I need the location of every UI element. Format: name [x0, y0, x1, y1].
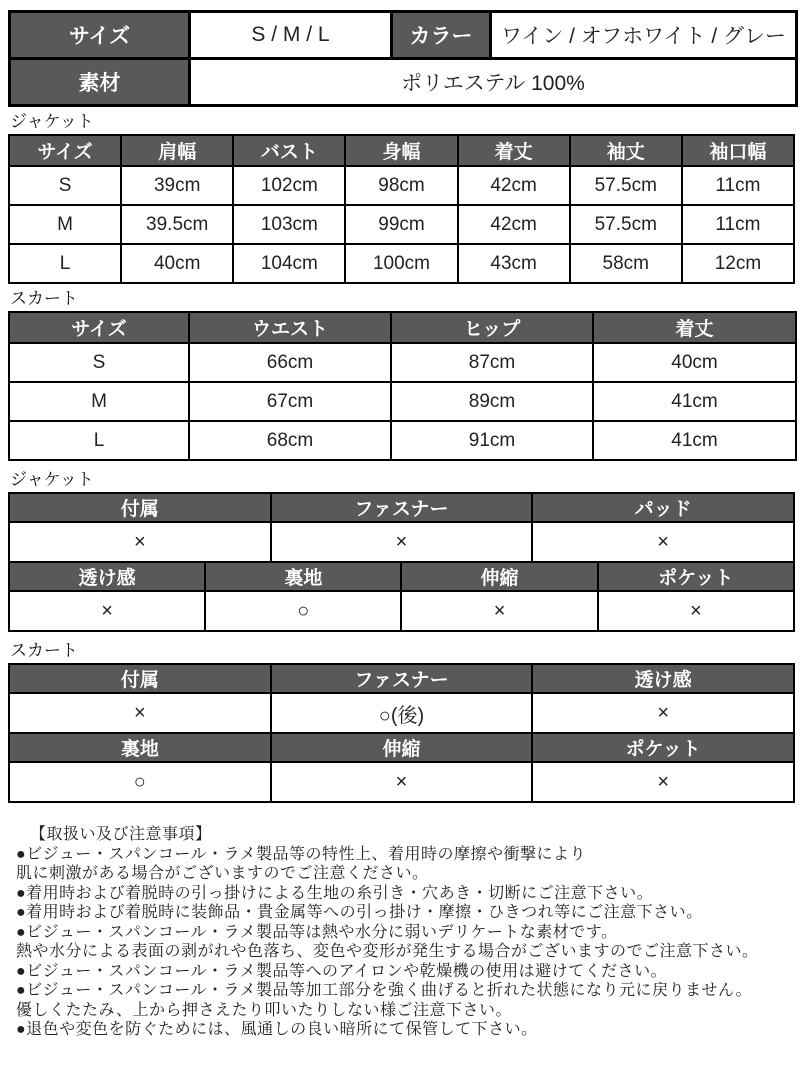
skirt-features-label: スカート	[10, 641, 78, 660]
jacket-measurements-label: ジャケット	[10, 112, 94, 131]
measurement-cell: 58cm	[570, 244, 682, 283]
jacket-measurements-table	[8, 134, 795, 284]
table-row	[9, 205, 794, 244]
care-note-line: ●ビジュー・スパンコール・ラメ製品等は熱や水分に弱いデリケートな素材です。	[16, 923, 618, 941]
feature-header: 透け感	[532, 664, 794, 693]
measurement-cell: S	[9, 166, 121, 205]
measurement-cell: L	[9, 421, 189, 460]
care-note-line: ●ビジュー・スパンコール・ラメ製品等の特性上、着用時の摩擦や衝撃により	[16, 845, 587, 863]
care-note-line: 熱や水分による表面の剥がれや色落ち、変色や変形が発生する場合がございますのでご注意下さい。	[16, 943, 759, 960]
table-header-row	[9, 562, 794, 591]
column-header: 着丈	[458, 135, 570, 166]
measurement-cell: 99cm	[345, 205, 457, 244]
measurement-cell: 104cm	[233, 244, 345, 283]
material-label: 素材	[10, 59, 190, 106]
care-notes	[16, 825, 795, 1040]
feature-value: ○	[9, 762, 271, 802]
measurement-cell: 43cm	[458, 244, 570, 283]
measurement-cell: 102cm	[233, 166, 345, 205]
feature-header: ポケット	[598, 562, 794, 591]
column-header: 着丈	[593, 312, 796, 343]
feature-header: 付属	[9, 493, 271, 522]
skirt-features-table	[8, 663, 795, 803]
care-note-line: ●着用時および着脱時の引っ掛けによる生地の糸引き・穴あき・切断にご注意下さい。	[16, 884, 654, 902]
feature-value: ○(後)	[271, 693, 533, 733]
care-notes-title: 【取扱い及び注意事項】	[30, 826, 212, 843]
feature-value: ×	[9, 693, 271, 733]
measurement-cell: 41cm	[593, 382, 796, 421]
measurement-cell: 40cm	[593, 343, 796, 382]
feature-header: パッド	[532, 493, 794, 522]
column-header: 身幅	[345, 135, 457, 166]
skirt-measurements-label: スカート	[10, 289, 78, 308]
table-header-row	[9, 733, 794, 762]
feature-header: 伸縮	[271, 733, 533, 762]
table-row	[9, 421, 796, 460]
summary-row-size-color	[10, 12, 797, 59]
measurement-cell: 12cm	[682, 244, 794, 283]
measurement-cell: S	[9, 343, 189, 382]
column-header: サイズ	[9, 135, 121, 166]
measurement-cell: 100cm	[345, 244, 457, 283]
feature-header: 付属	[9, 664, 271, 693]
measurement-cell: 42cm	[458, 205, 570, 244]
material-value: ポリエステル 100%	[190, 59, 797, 106]
feature-header: 裏地	[9, 733, 271, 762]
size-label: サイズ	[10, 12, 190, 59]
measurement-cell: 98cm	[345, 166, 457, 205]
feature-value: ○	[205, 591, 401, 631]
feature-value: ×	[271, 522, 533, 562]
feature-value: ×	[401, 591, 597, 631]
feature-header: ファスナー	[271, 664, 533, 693]
measurement-cell: 42cm	[458, 166, 570, 205]
table-row	[9, 762, 794, 802]
column-header: ヒップ	[391, 312, 593, 343]
care-note-line: 優しくたたみ、上から押さえたり叩いたりしない様ご注意下さい。	[16, 1001, 512, 1019]
feature-value: ×	[532, 693, 794, 733]
jacket-features-label: ジャケット	[10, 470, 94, 489]
table-row	[9, 591, 794, 631]
measurement-cell: 87cm	[391, 343, 593, 382]
summary-table	[8, 10, 798, 107]
feature-value: ×	[532, 762, 794, 802]
column-header: バスト	[233, 135, 345, 166]
measurement-cell: L	[9, 244, 121, 283]
measurement-cell: M	[9, 382, 189, 421]
feature-header: ファスナー	[271, 493, 533, 522]
measurement-cell: 40cm	[121, 244, 233, 283]
feature-header: ポケット	[532, 733, 794, 762]
feature-header: 裏地	[205, 562, 401, 591]
table-row	[9, 693, 794, 733]
measurement-cell: 91cm	[391, 421, 593, 460]
measurement-cell: M	[9, 205, 121, 244]
jacket-features-table	[8, 492, 795, 632]
feature-header: 伸縮	[401, 562, 597, 591]
color-value: ワイン / オフホワイト / グレー	[491, 12, 797, 59]
table-row	[9, 244, 794, 283]
table-row	[9, 343, 796, 382]
table-row	[9, 166, 794, 205]
table-header-row	[9, 135, 794, 166]
measurement-cell: 39.5cm	[121, 205, 233, 244]
feature-value: ×	[532, 522, 794, 562]
column-header: 袖口幅	[682, 135, 794, 166]
measurement-cell: 66cm	[189, 343, 391, 382]
care-note-line: 肌に刺激がある場合がございますのでご注意ください。	[16, 865, 429, 882]
feature-value: ×	[271, 762, 533, 802]
size-value: S / M / L	[190, 12, 392, 59]
feature-value: ×	[9, 522, 271, 562]
table-header-row	[9, 493, 794, 522]
column-header: ウエスト	[189, 312, 391, 343]
measurement-cell: 11cm	[682, 205, 794, 244]
table-row	[9, 382, 796, 421]
measurement-cell: 57.5cm	[570, 166, 682, 205]
table-row	[9, 522, 794, 562]
measurement-cell: 11cm	[682, 166, 794, 205]
column-header: 袖丈	[570, 135, 682, 166]
care-note-line: ●退色や変色を防ぐためには、風通しの良い暗所にて保管して下さい。	[16, 1021, 538, 1038]
feature-value: ×	[598, 591, 794, 631]
measurement-cell: 67cm	[189, 382, 391, 421]
measurement-cell: 89cm	[391, 382, 593, 421]
measurement-cell: 57.5cm	[570, 205, 682, 244]
table-header-row	[9, 312, 796, 343]
table-header-row	[9, 664, 794, 693]
care-note-line: ●ビジュー・スパンコール・ラメ製品等加工部分を強く曲げると折れた状態になり元に戻りません。	[16, 982, 753, 999]
skirt-measurements-table	[8, 311, 797, 461]
feature-value: ×	[9, 591, 205, 631]
summary-row-material	[10, 59, 797, 106]
column-header: サイズ	[9, 312, 189, 343]
color-label: カラー	[392, 12, 491, 59]
measurement-cell: 41cm	[593, 421, 796, 460]
measurement-cell: 103cm	[233, 205, 345, 244]
care-note-line: ●ビジュー・スパンコール・ラメ製品等へのアイロンや乾燥機の使用は避けてください。	[16, 962, 668, 980]
care-note-line: ●着用時および着脱時に装飾品・貴金属等への引っ掛け・摩擦・ひきつれ等にご注意下さい。	[16, 904, 703, 921]
feature-header: 透け感	[9, 562, 205, 591]
measurement-cell: 39cm	[121, 166, 233, 205]
measurement-cell: 68cm	[189, 421, 391, 460]
column-header: 肩幅	[121, 135, 233, 166]
